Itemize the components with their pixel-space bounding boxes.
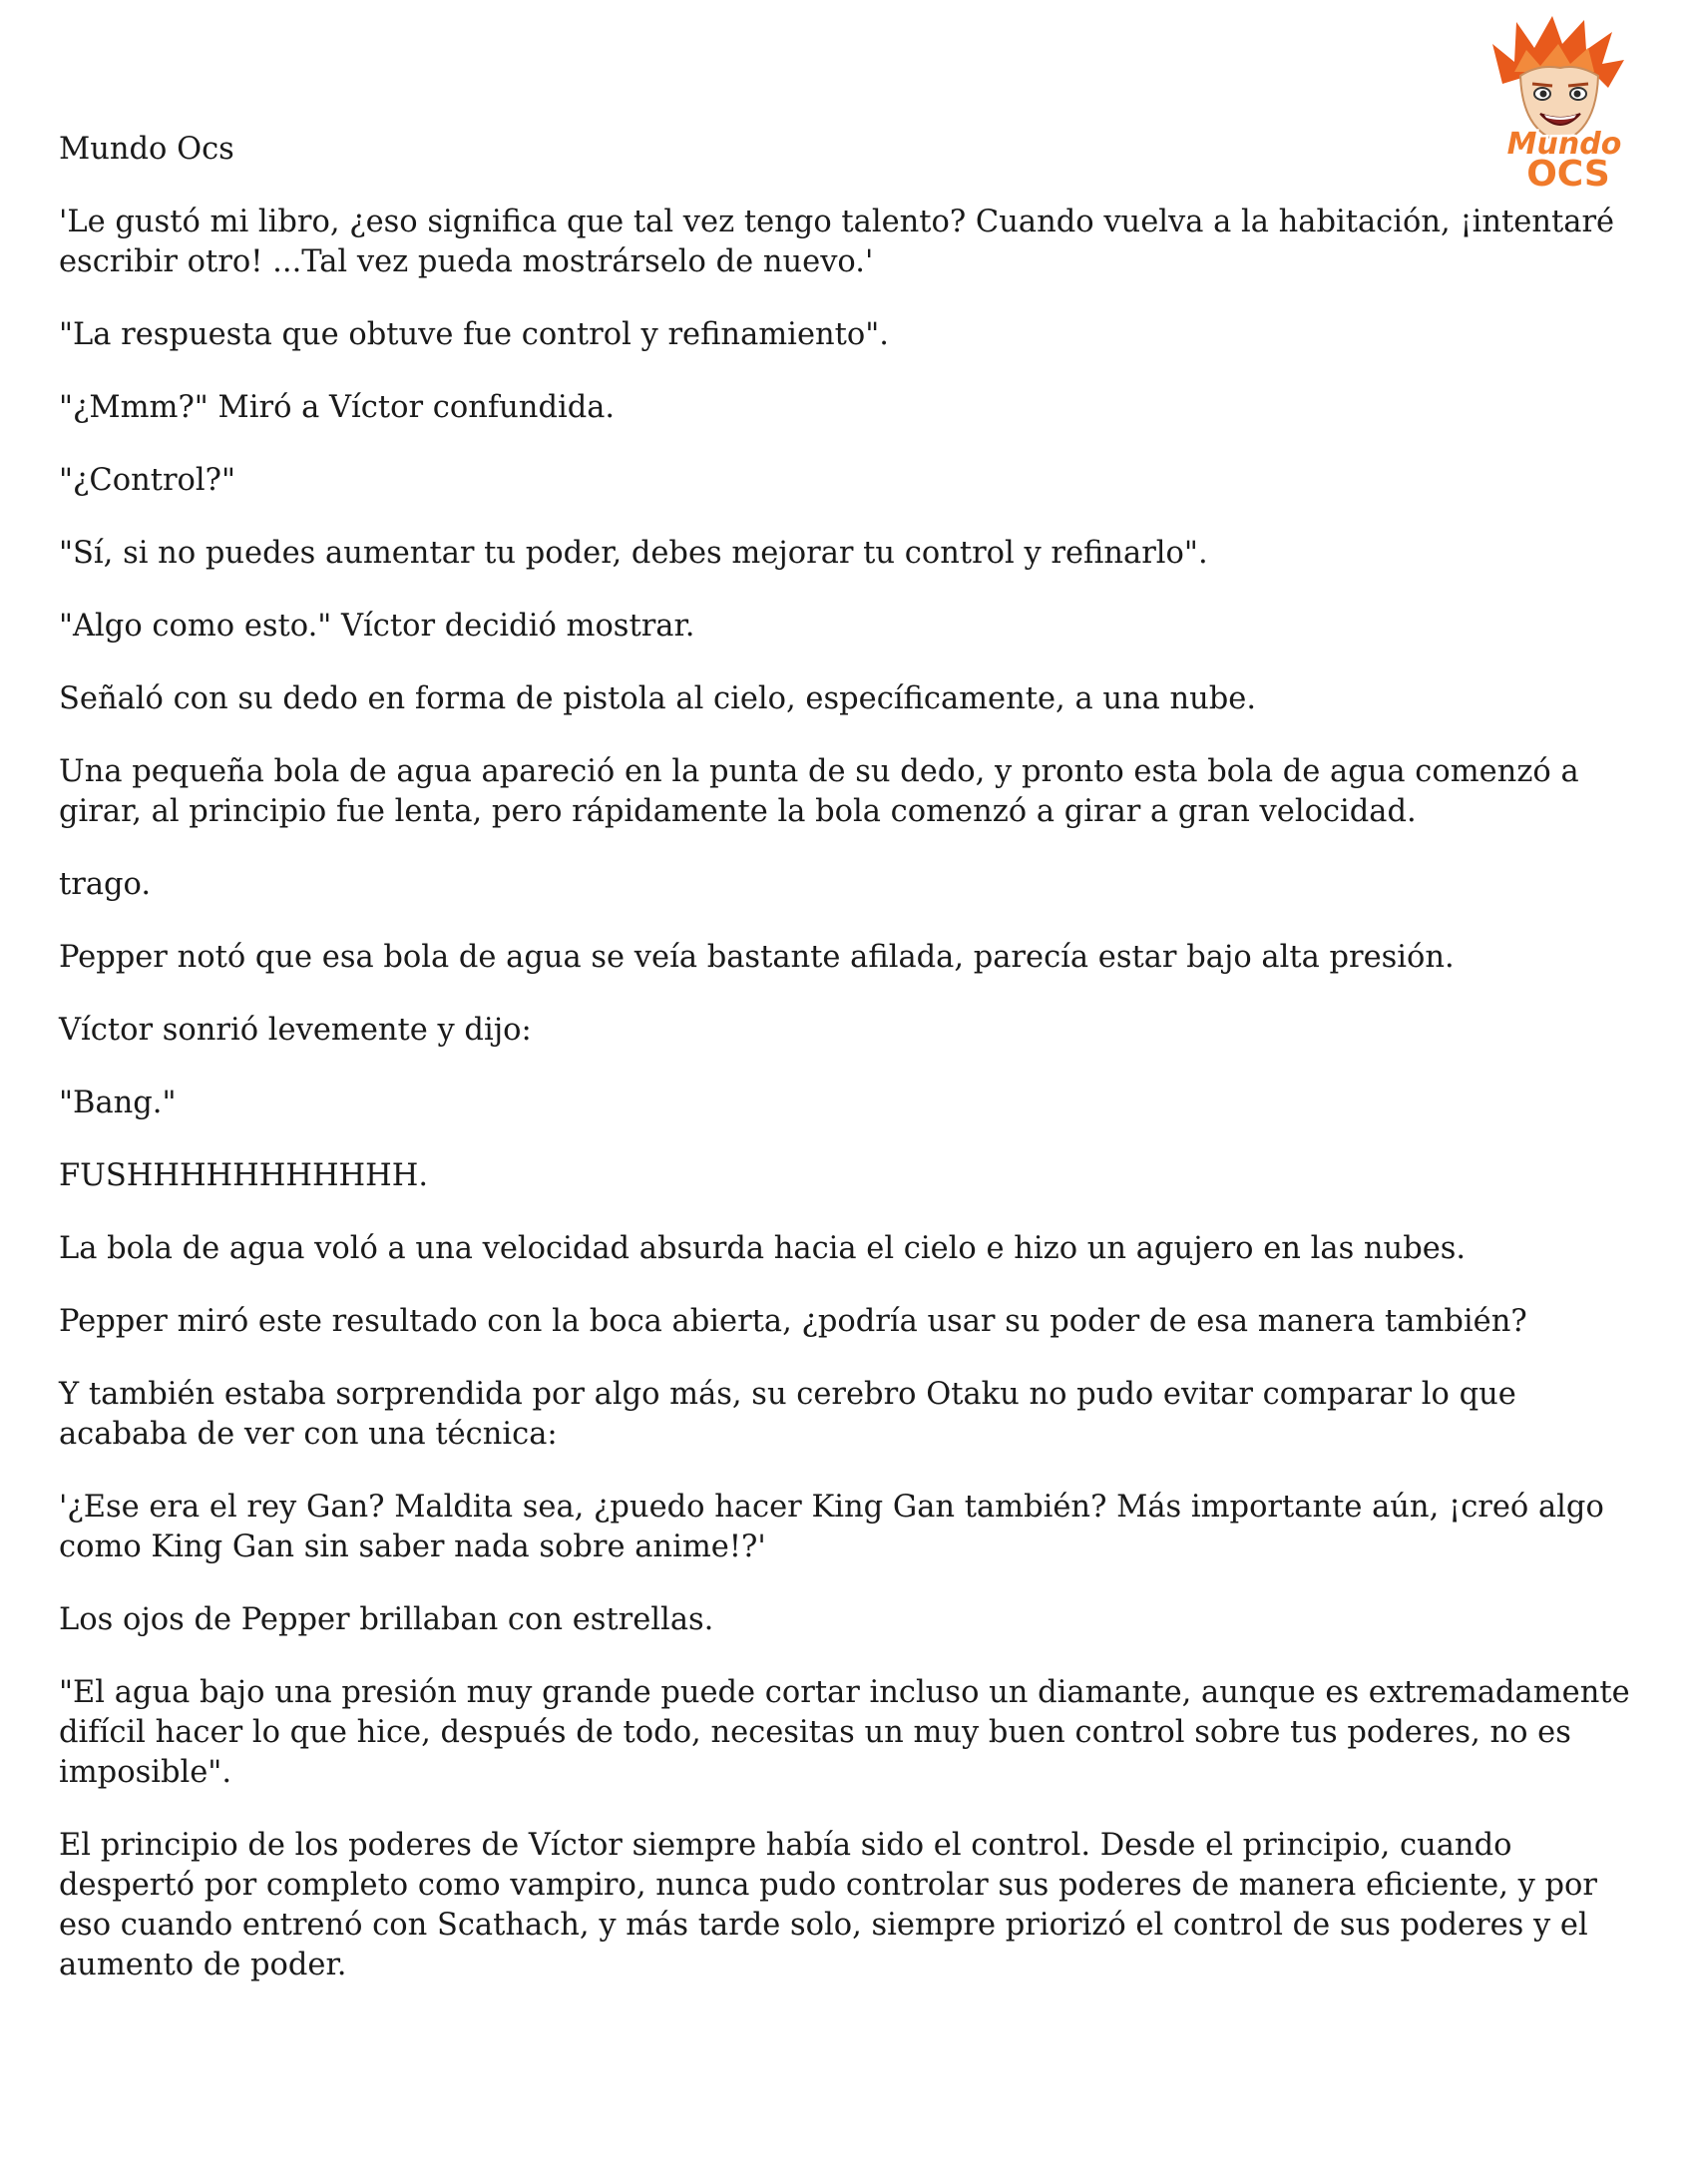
paragraph: Mundo Ocs [59, 132, 234, 167]
paragraph: Pepper notó que esa bola de agua se veía bastante afilada, parecía estar bajo alta presión. [59, 940, 1455, 975]
document-body [59, 130, 1635, 2018]
paragraph: 'Le gustó mi libro, ¿eso significa que tal vez tengo talento? Cuando vuelva a la habitación, ¡intentaré escribir otro! ...Tal vez pueda mostrárselo de nuevo.' [59, 205, 1615, 279]
paragraph: La bola de agua voló a una velocidad absurda hacia el cielo e hizo un agujero en las nubes. [59, 1231, 1467, 1266]
paragraph: "El agua bajo una presión muy grande puede cortar incluso un diamante, aunque es extremadamente difícil hacer lo que hice, después de todo, necesitas un muy buen control sobre tus poderes, no es imposible". [59, 1675, 1630, 1790]
paragraph: trago. [59, 867, 152, 902]
paragraph: "La respuesta que obtuve fue control y refinamiento". [59, 317, 889, 352]
paragraph: "Bang." [59, 1086, 177, 1120]
paragraph: "¿Mmm?" Miró a Víctor confundida. [59, 390, 616, 425]
paragraph: Una pequeña bola de agua apareció en la punta de su dedo, y pronto esta bola de agua comenzó a girar, al principio fue lenta, pero rápidamente la bola comenzó a girar a gran velocidad. [59, 754, 1579, 829]
paragraph: Señaló con su dedo en forma de pistola al cielo, específicamente, a una nube. [59, 681, 1257, 716]
paragraph: Víctor sonrió levemente y dijo: [59, 1013, 532, 1048]
paragraph: "Algo como esto." Víctor decidió mostrar. [59, 609, 695, 644]
paragraph: El principio de los poderes de Víctor siempre había sido el control. Desde el principio, cuando despertó por completo como vampiro, nunca pudo controlar sus poderes de manera eficiente, y por eso cuando entrenó con Scathach, y más tarde solo, siempre priorizó el control de sus poderes y el aumento de poder. [59, 1828, 1597, 1982]
logo-text-mundo: Mundo [1506, 127, 1622, 162]
paragraph: Y también estaba sorprendida por algo más, su cerebro Otaku no pudo evitar comparar lo que acababa de ver con una técnica: [59, 1377, 1516, 1452]
paragraph: "¿Control?" [59, 463, 236, 498]
paragraph: "Sí, si no puedes aumentar tu poder, debes mejorar tu control y refinarlo". [59, 536, 1208, 571]
paragraph: FUSHHHHHHHHHHH. [59, 1158, 429, 1193]
paragraph: Pepper miró este resultado con la boca abierta, ¿podría usar su poder de esa manera también? [59, 1304, 1527, 1339]
logo-text-ocs: OCS [1526, 154, 1610, 190]
paragraph: Los ojos de Pepper brillaban con estrellas. [59, 1602, 714, 1637]
paragraph: '¿Ese era el rey Gan? Maldita sea, ¿puedo hacer King Gan también? Más importante aún, ¡creó algo como King Gan sin saber nada sobre anime!?' [59, 1490, 1604, 1564]
